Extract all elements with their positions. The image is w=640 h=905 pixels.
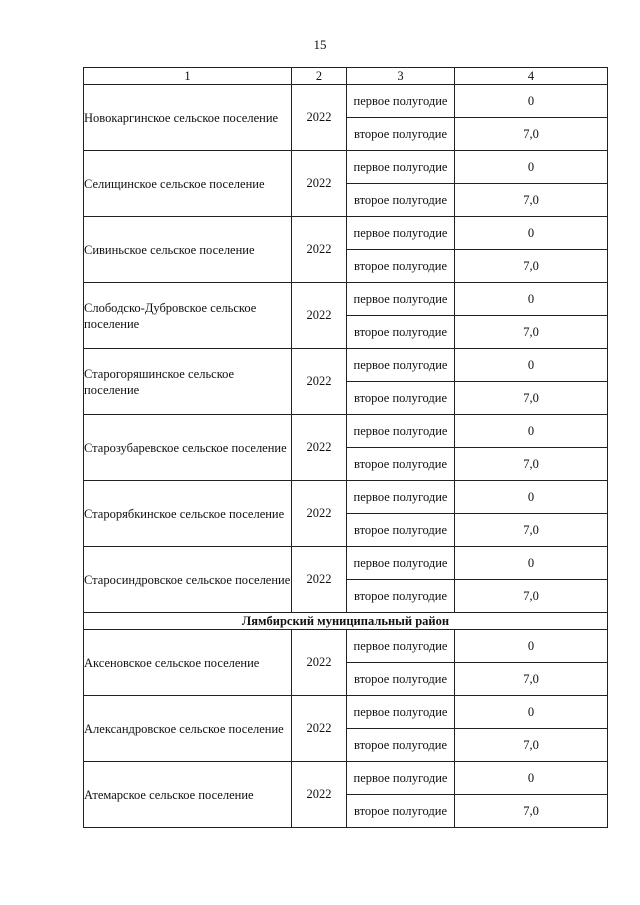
value-cell: 7,0 bbox=[455, 250, 608, 283]
table-row bbox=[84, 85, 608, 118]
value-cell: 7,0 bbox=[455, 184, 608, 217]
district-heading: Лямбирский муниципальный район bbox=[84, 613, 608, 630]
period-cell: первое полугодие bbox=[347, 696, 455, 729]
column-header: 4 bbox=[455, 68, 608, 85]
page-number: 15 bbox=[313, 37, 327, 52]
value-cell: 7,0 bbox=[455, 448, 608, 481]
value-cell: 7,0 bbox=[455, 795, 608, 828]
period-cell: второе полугодие bbox=[347, 729, 455, 762]
table-row bbox=[84, 217, 608, 250]
value-cell: 7,0 bbox=[455, 316, 608, 349]
settlement-name: Аксеновское сельское поселение bbox=[84, 630, 292, 696]
value-cell: 7,0 bbox=[455, 382, 608, 415]
period-cell: первое полугодие bbox=[347, 547, 455, 580]
period-cell: первое полугодие bbox=[347, 217, 455, 250]
column-header: 1 bbox=[84, 68, 292, 85]
period-cell: второе полугодие bbox=[347, 580, 455, 613]
table-row bbox=[84, 283, 608, 316]
period-cell: второе полугодие bbox=[347, 795, 455, 828]
year-cell: 2022 bbox=[292, 630, 347, 696]
column-header: 2 bbox=[292, 68, 347, 85]
table-row bbox=[84, 151, 608, 184]
year-cell: 2022 bbox=[292, 85, 347, 151]
table-row bbox=[84, 415, 608, 448]
value-cell: 7,0 bbox=[455, 729, 608, 762]
period-cell: второе полугодие bbox=[347, 316, 455, 349]
value-cell: 7,0 bbox=[455, 514, 608, 547]
settlement-name: Атемарское сельское поселение bbox=[84, 762, 292, 828]
table-row bbox=[84, 762, 608, 795]
value-cell: 0 bbox=[455, 415, 608, 448]
period-cell: первое полугодие bbox=[347, 151, 455, 184]
settlement-name: Селищинское сельское поселение bbox=[84, 151, 292, 217]
period-cell: первое полугодие bbox=[347, 283, 455, 316]
year-cell: 2022 bbox=[292, 349, 347, 415]
table-row bbox=[84, 349, 608, 382]
period-cell: первое полугодие bbox=[347, 630, 455, 663]
settlement-name: Слободско-Дубровское сельское поселение bbox=[84, 283, 292, 349]
table-row bbox=[84, 547, 608, 580]
header-row bbox=[84, 68, 608, 85]
data-table bbox=[83, 67, 608, 828]
year-cell: 2022 bbox=[292, 547, 347, 613]
settlement-name: Сивиньское сельское поселение bbox=[84, 217, 292, 283]
year-cell: 2022 bbox=[292, 762, 347, 828]
value-cell: 0 bbox=[455, 283, 608, 316]
period-cell: первое полугодие bbox=[347, 85, 455, 118]
period-cell: второе полугодие bbox=[347, 118, 455, 151]
year-cell: 2022 bbox=[292, 151, 347, 217]
settlement-name: Новокаргинское сельское поселение bbox=[84, 85, 292, 151]
settlement-name: Александровское сельское поселение bbox=[84, 696, 292, 762]
value-cell: 0 bbox=[455, 630, 608, 663]
value-cell: 7,0 bbox=[455, 580, 608, 613]
period-cell: второе полугодие bbox=[347, 448, 455, 481]
period-cell: второе полугодие bbox=[347, 663, 455, 696]
period-cell: второе полугодие bbox=[347, 514, 455, 547]
value-cell: 0 bbox=[455, 349, 608, 382]
value-cell: 0 bbox=[455, 762, 608, 795]
value-cell: 0 bbox=[455, 85, 608, 118]
value-cell: 7,0 bbox=[455, 118, 608, 151]
district-row bbox=[84, 613, 608, 630]
period-cell: второе полугодие bbox=[347, 382, 455, 415]
year-cell: 2022 bbox=[292, 481, 347, 547]
settlement-name: Старорябкинское сельское поселение bbox=[84, 481, 292, 547]
period-cell: второе полугодие bbox=[347, 184, 455, 217]
settlement-name: Старогоряшинское сельское поселение bbox=[84, 349, 292, 415]
settlement-name: Старосиндровское сельское поселение bbox=[84, 547, 292, 613]
year-cell: 2022 bbox=[292, 415, 347, 481]
period-cell: первое полугодие bbox=[347, 481, 455, 514]
period-cell: первое полугодие bbox=[347, 349, 455, 382]
period-cell: первое полугодие bbox=[347, 762, 455, 795]
table-row bbox=[84, 696, 608, 729]
column-header: 3 bbox=[347, 68, 455, 85]
period-cell: второе полугодие bbox=[347, 250, 455, 283]
value-cell: 0 bbox=[455, 547, 608, 580]
value-cell: 0 bbox=[455, 481, 608, 514]
year-cell: 2022 bbox=[292, 217, 347, 283]
value-cell: 0 bbox=[455, 696, 608, 729]
value-cell: 0 bbox=[455, 151, 608, 184]
settlement-name: Старозубаревское сельское поселение bbox=[84, 415, 292, 481]
table-row bbox=[84, 481, 608, 514]
value-cell: 7,0 bbox=[455, 663, 608, 696]
period-cell: первое полугодие bbox=[347, 415, 455, 448]
value-cell: 0 bbox=[455, 217, 608, 250]
year-cell: 2022 bbox=[292, 283, 347, 349]
table-row bbox=[84, 630, 608, 663]
year-cell: 2022 bbox=[292, 696, 347, 762]
